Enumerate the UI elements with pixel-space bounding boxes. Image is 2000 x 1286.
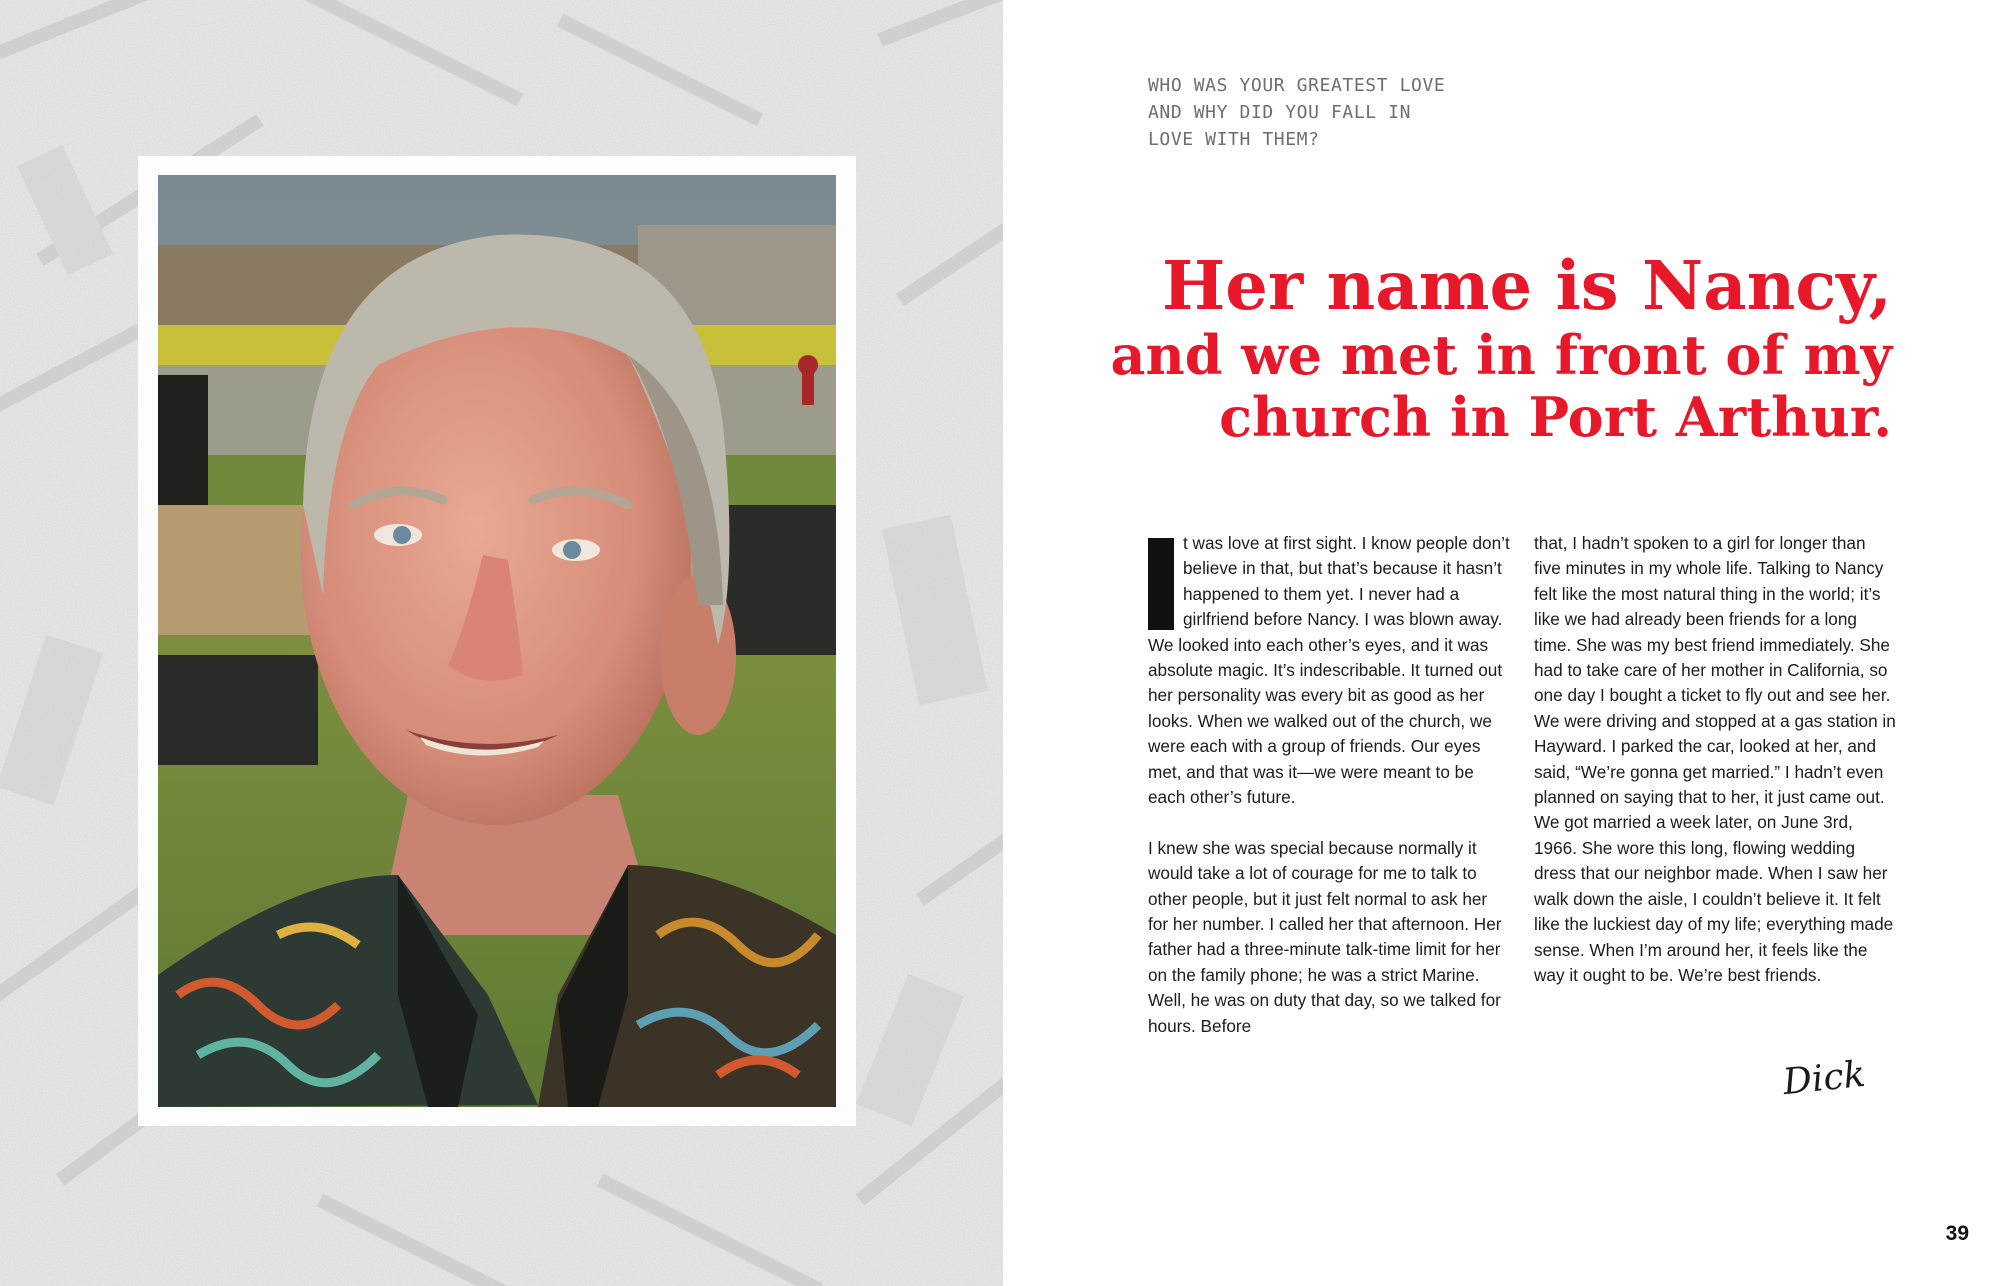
headline-line-2: and we met in front of my <box>1110 323 1892 387</box>
signature: Dick <box>1781 1053 1868 1104</box>
body-column-2 <box>1534 531 1896 1014</box>
body-column-1 <box>1148 531 1510 1065</box>
paragraph-2: I knew she was special because normally it would take a lot of courage for me to talk to other people, but it just felt normal to ask her for her number. I called her that afternoon. Her father had a three-minute talk-time limit for her on the family phone; he was a strict Marine. Well, he was on duty that day, so we talked for hours. Before <box>1148 837 1502 1036</box>
interview-question: WHO WAS YOUR GREATEST LOVE AND WHY DID YOU FALL IN LOVE WITH THEM? <box>1148 75 1446 150</box>
drop-cap: I <box>1148 538 1174 630</box>
photo-frame <box>138 156 856 1126</box>
right-page <box>1003 0 2000 1286</box>
page-number: 39 <box>1945 1222 1969 1245</box>
headline-line-1: Her name is Nancy, <box>1161 246 1892 325</box>
headline-line-3: church in Port Arthur. <box>1219 385 1892 449</box>
paragraph-1 <box>1148 531 1510 810</box>
paragraph-1-text: t was love at first sight. I know people don’t believe in that, but that’s because it hasn’t happened to them yet. I never had a girlfriend before Nancy. I was blown away. We looked into each other’s eyes, and it was absolute magic. It’s indescribable. It turned out her personality was every bit as good as her looks. When we walked out of the church, we were each with a group of friends. Our eyes met, and that was it—we were meant to be each other’s future. <box>1148 533 1510 808</box>
portrait-photo <box>158 175 836 1107</box>
pull-quote-headline <box>1072 248 1892 448</box>
paragraph-3: that, I hadn’t spoken to a girl for longer than five minutes in my whole life. Talking to Nancy felt like the most natural thing in the world; it’s like we had already been friends for a long time. She was my best friend immediately. She had to take care of her mother in California, so one day I bought a ticket to fly out and see her. We were driving and stopped at a gas station in Hayward. I parked the car, looked at her, and said, “We’re gonna get married.” I hadn’t even planned on saying that to her, it just came out. We got married a week later, on June 3rd, 1966. She wore this long, flowing wedding dress that our neighbor made. When I saw her walk down the aisle, I couldn’t believe it. It felt like the luckiest day of my life; everything made sense. When I’m around her, it feels like the way it ought to be. We’re best friends. <box>1534 533 1896 985</box>
